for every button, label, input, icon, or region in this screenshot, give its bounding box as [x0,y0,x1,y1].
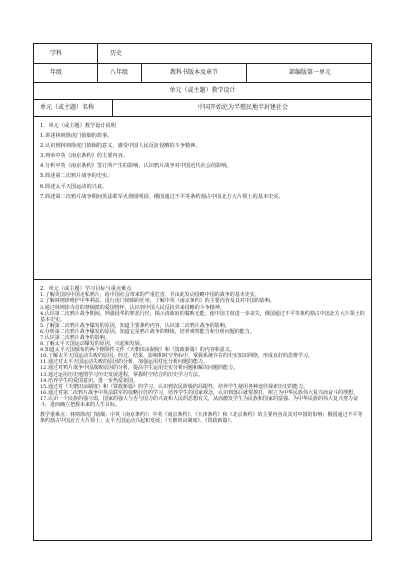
list-item: 1.了解英国向中国走私鸦片，给中国社会带来的严重危害，并由此发动侵略中国的战争的基本史实。 [40,292,260,299]
lesson-plan-table [33,43,372,541]
list-item: 2.认识到林则徐虎门销烟的意义，感受中国人民反抗侵略的斗争精神。 [40,143,201,150]
subject-label: 学科 [50,49,63,57]
grade-value: 八年级 [97,64,141,82]
section1-row [34,117,371,280]
list-item: 5.简述第二次鸦片战争的史实。 [40,173,113,180]
list-item: 7.认识第二次鸦片战争的影响。 [40,335,110,341]
subject-value: 历史 [97,44,207,63]
list-item: 6.简述太平天国运动的兴衰。 [40,183,108,190]
list-item: 2.了解林则徐维护中华利益，进行虎门销烟的壮举，了解中英《南京条约》的主要内容及其对中国的影响。 [40,298,275,305]
list-item: 15.通过对《天朝田亩制度》和《资政新篇》的学习，认识到农民阶级的局限性，培养学生使用各种途径探索历史的能力。 [40,383,308,390]
list-item: 17.认识一个民族的强与弱，国家的强大与否与国力的兴衰和人民的思想有关，从而激发学生为民族和国家的富强、为中华民族的伟大复兴努力奋斗，进而确立把握未来的人生目标。 [40,395,358,409]
textbook-label: 教科书版本及章节 [141,64,246,82]
section2-row [34,280,371,542]
list-item: 13.通过运用历史地图学习历史发展进程，掌握时空结合的历史学习方法。 [40,371,203,378]
unit-value: 中国开始沦为半殖民地半封建社会 [112,100,373,116]
section-title: 单元（或主题）教学设计 [169,87,236,95]
list-item: 4.分析中英《南京条约》签订所产生的影响，认识鸦片战争对中国近代社会的影响。 [40,163,232,170]
list-item: 16.通过对第二次鸦片战争中英法联军的侵略行径的学习，培养学生的国家观念，认识到落后就要挨打，树立为中华民族伟大复兴而奋斗的理想。 [40,389,358,396]
list-item: 7.简述第二次鸦片战争期间英法联军火烧圆明园、俄国通过不平等条约割占中国北方大片领土的基本史实。 [40,193,284,200]
list-item: 5.了解第二次鸦片战争爆发的原因，知道主要条约内容，认识第二次鸦片战争的影响。 [40,322,230,329]
unit-label: 单元（或主题）名称 [40,104,95,112]
list-item: 10.了解太平天国运动失败的原因、经过、结果、影响和时空坐标中，掌握系统存在的史实知识网络，形成良好的思维学习。 [40,353,313,360]
list-item: 8.了解太平天国运动爆发的原因、兴起和发展。 [40,341,145,348]
grade-label: 年级 [50,69,63,77]
list-item: 6.分析第二次鸦片战争爆发的原因，知道它是鸦片战争的继续，培养观察能力和分析问题的能力。 [40,328,255,335]
list-item: 12.通过对鸦片战争中国战败原因的分析，提高学生运用史实分析问题和解决问题的能力。 [40,365,238,372]
list-item: 1.讲述林则徐虎门销烟的故事。 [40,133,113,140]
section2-content [40,286,365,424]
list-item: 14.培养学生的爱国意识，进一步热爱祖国。 [40,377,138,384]
list-item: 3.列举中英《南京条约》的主要内容。 [40,153,128,160]
section-title-row [34,83,371,100]
list-item: 3.通过林则徐为首的禁烟派的爱国情怀，认识到中国人民反抗外来侵略的斗争精神。 [40,304,225,311]
list-item: 11.通过对太平天国运动失败的原因的分析，加强运用对比分析问题的能力。 [40,359,208,366]
section1-heading: 1．单元（或主题）教学设计说明 [40,123,116,129]
unit-row [34,100,371,117]
list-item: 9.知道太平天国颁布的两个纲领性文件《天朝田亩制度》和《资政新篇》的内容和意义。 [40,347,235,354]
section2-heading: 2．单元（或主题）学习目标与重点难点 [40,286,132,292]
section1-content [40,123,365,200]
teaching-focus: 教学重难点：林则徐虎门销烟；中英《南京条约》；中英《南京条约》、《天津条约》和《北京条约》的主要内容及其对中国的影响；俄国通过不平等条约割占中国北方大片领土；太平天国运动兴起和发展；《天朝田亩制度》、《资政新篇》。 [40,411,363,424]
textbook-value: 部编版第一单元 [246,64,373,82]
grade-row [34,64,371,83]
subject-row [34,44,371,64]
list-item: 4.认识第二次鸦片战争期间，列强侵华的罪恶行径，揭示清政府的腐败无能，使中国主权进一步丧失，俄国通过不平等条约割占中国北方大片领土的基本史实。 [40,310,365,323]
